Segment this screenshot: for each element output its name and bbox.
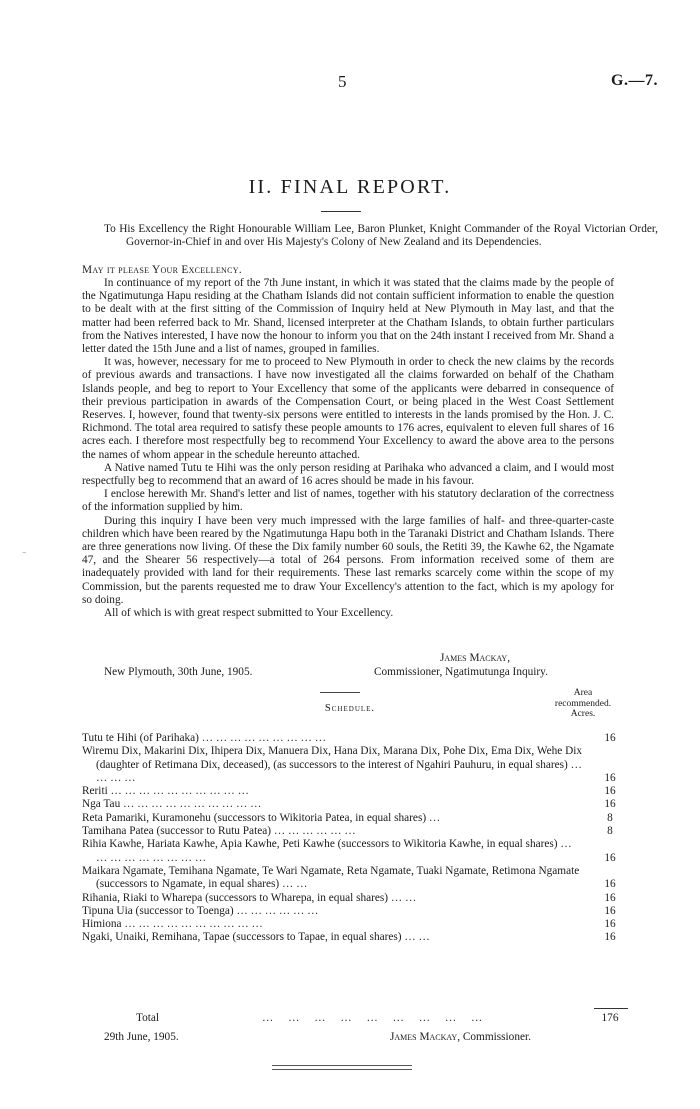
schedule-row: [82, 905, 630, 918]
signature-title: Commissioner, Ngatimutunga Inquiry.: [374, 666, 548, 678]
schedule-row-acres: 8: [607, 825, 613, 838]
schedule-row-name: Himiona … … … … … … … … … …: [82, 918, 263, 931]
paragraph: During this inquiry I have been very much impressed with the large families of half- and three-quarter-caste children which have been reared by the Ngatimutunga Hapu both in the Taranaki District and Chatham Islands. There are three generations now living. Of these the Dix family number 60 souls, the Retiti 39, the Kawhe 62, the Ngamate 47, and the Shearer 56 respectively—a total of 264 persons. From information received some of them are inadequately provided with land for their requirements. These last remarks scarcely come within the scope of my Commission, but the parents requested me to draw Your Excellency's attention to the fact, which is my apology for so doing.: [82, 514, 614, 606]
schedule-row-name: Nga Tau … … … … … … … … … …: [82, 798, 262, 811]
schedule-row: [82, 812, 630, 825]
schedule-row: [82, 798, 630, 811]
schedule-row: [82, 918, 630, 931]
total-rule: [594, 1008, 628, 1009]
end-rule: [272, 1065, 412, 1066]
total-acres: 176: [601, 1012, 619, 1024]
report-body: [82, 277, 614, 620]
schedule-row-acres: 16: [604, 851, 616, 864]
schedule-row-acres: 16: [604, 785, 616, 798]
margin-mark-icon: ⁻: [22, 549, 27, 559]
signature-name: James Mackay,: [440, 652, 511, 664]
schedule-row: [82, 745, 630, 785]
schedule-row-name: Reriti … … … … … … … … … …: [82, 785, 249, 798]
salutation: May it please Your Excellency.: [82, 264, 242, 276]
total-leader-dots: … … … … … … … … …: [262, 1012, 489, 1024]
page-reference: G.—7.: [611, 72, 658, 89]
total-label: Total: [136, 1012, 160, 1024]
schedule-row-acres: 16: [604, 891, 616, 904]
schedule-row-name: Ngaki, Unaiki, Remihana, Tapae (successors to Tapae, in equal shares) … …: [82, 931, 430, 944]
schedule-row: [82, 892, 630, 905]
schedule-row: [82, 931, 630, 944]
address-block: To His Excellency the Right Honourable William Lee, Baron Plunket, Knight Commander of the Royal Victorian Order, Governor-in-Chief in and over His Majesty's Colony of New Zealand and its Dependencies.: [104, 223, 658, 249]
schedule-row-acres: 16: [604, 771, 616, 784]
end-rule: [272, 1069, 412, 1070]
schedule-row-name: Tutu te Hihi (of Parihaka) … … … … … … … … …: [82, 732, 327, 744]
schedule-row-name: Wiremu Dix, Makarini Dix, Ihipera Dix, Manuera Dix, Hana Dix, Marana Dix, Pohe Dix, Ema Dix, Wehe Dix (daughter of Retimana Dix, deceased), (as successors to the interest of Ngahiri Pauhuru, in equal shares) … … … …: [82, 745, 583, 784]
paragraph: It was, however, necessary for me to proceed to New Plymouth in order to check the new claims by the records of previous awards and transactions. I have now investigated all the claims forwarded on behalf of the Chatham Islands people, and beg to report to Your Excellency that some of the applicants were debarred in consequence of their previous participation in awards of the Compensation Court, or being placed in the West Coast Settlement Reserves. I, however, found that twenty-six persons were entitled to interests in the lands promised by the Hon. J. C. Richmond. The total area required to satisfy these people amounts to 176 acres, equivalent to eleven full shares of 16 acres each. I therefore most respectfully beg to recommend Your Excellency to award the above area to the persons the names of whom appear in the schedule hereunto attached.: [82, 356, 614, 461]
footer-signature: [390, 1031, 531, 1043]
schedule-row-acres: 8: [607, 811, 613, 824]
area-header-line: recommended.: [554, 698, 612, 709]
schedule-row-name: Reta Pamariki, Kuramonehu (successors to Wikitoria Patea, in equal shares) …: [82, 811, 441, 824]
schedule-table: [82, 732, 630, 945]
schedule-row: [82, 732, 630, 745]
title-rule: [321, 211, 361, 212]
schedule-title: Schedule.: [324, 703, 376, 714]
schedule-row-name: Rihia Kawhe, Hariata Kawhe, Apia Kawhe, Peti Kawhe (successors to Wikitoria Kawhe, in equal shares) … … … … … … … … …: [82, 838, 572, 864]
schedule-row-acres: 16: [604, 878, 616, 891]
schedule-row-acres: 16: [604, 918, 616, 931]
schedule-row-name: Maikara Ngamate, Temihana Ngamate, Te Wari Ngamate, Reta Ngamate, Tuaki Ngamate, Retimona Ngamate (successors to Ngamate, in equal shares) … …: [82, 864, 580, 891]
schedule-row: [82, 785, 630, 798]
signature-block: [82, 652, 614, 682]
schedule-row: [82, 825, 630, 838]
signature-rule: [320, 692, 360, 693]
paragraph: A Native named Tutu te Hihi was the only person residing at Parihaka who advanced a claim, and I would most respectfully beg to recommend that an award of 16 acres should be made in his favour.: [82, 461, 614, 488]
footer-date: 29th June, 1905.: [104, 1031, 179, 1043]
area-header-line: Acres.: [570, 709, 596, 719]
page-number: 5: [338, 72, 347, 91]
schedule-row-acres: 16: [604, 931, 616, 944]
schedule-row-acres: 16: [604, 904, 616, 917]
schedule-row-name: Rihania, Riaki to Wharepa (successors to Wharepa, in equal shares) … …: [82, 891, 417, 904]
schedule-row-acres: 16: [604, 798, 616, 811]
schedule-row-name: Tipuna Uia (successor to Toenga) … … … … … …: [82, 904, 319, 917]
schedule-row: [82, 865, 630, 892]
paragraph: In continuance of my report of the 7th June instant, in which it was stated that the claims made by the people of the Ngatimutunga Hapu residing at the Chatham Islands did not contain sufficient information to enable the question to be dealt with at the first sitting of the Commission of Inquiry held at New Plymouth in May last, and that the matter had been referred back to Mr. Shand, licensed interpreter at the Chatham Islands, to obtain further particulars from the Natives interested, I have now the honour to inform you that on the 24th instant I received from Mr. Shand a letter dated the 15th June and a list of names, grouped in families.: [82, 277, 614, 356]
schedule-row: [82, 838, 630, 865]
footer-signature-name: James Mackay,: [390, 1031, 461, 1043]
paragraph: I enclose herewith Mr. Shand's letter and list of names, together with his statutory declaration of the correctness of the information supplied by him.: [82, 488, 614, 514]
schedule-row-name: Tamihana Patea (successor to Rutu Patea) … … … … … …: [82, 825, 356, 838]
footer-signature-role: Commissioner.: [462, 1031, 531, 1043]
paragraph: All of which is with great respect submitted to Your Excellency.: [104, 607, 394, 620]
report-title: II. FINAL REPORT.: [248, 176, 452, 198]
signature-place-date: New Plymouth, 30th June, 1905.: [104, 666, 253, 678]
schedule-row-acres: 16: [604, 732, 616, 744]
area-header-line: Area: [573, 688, 593, 698]
